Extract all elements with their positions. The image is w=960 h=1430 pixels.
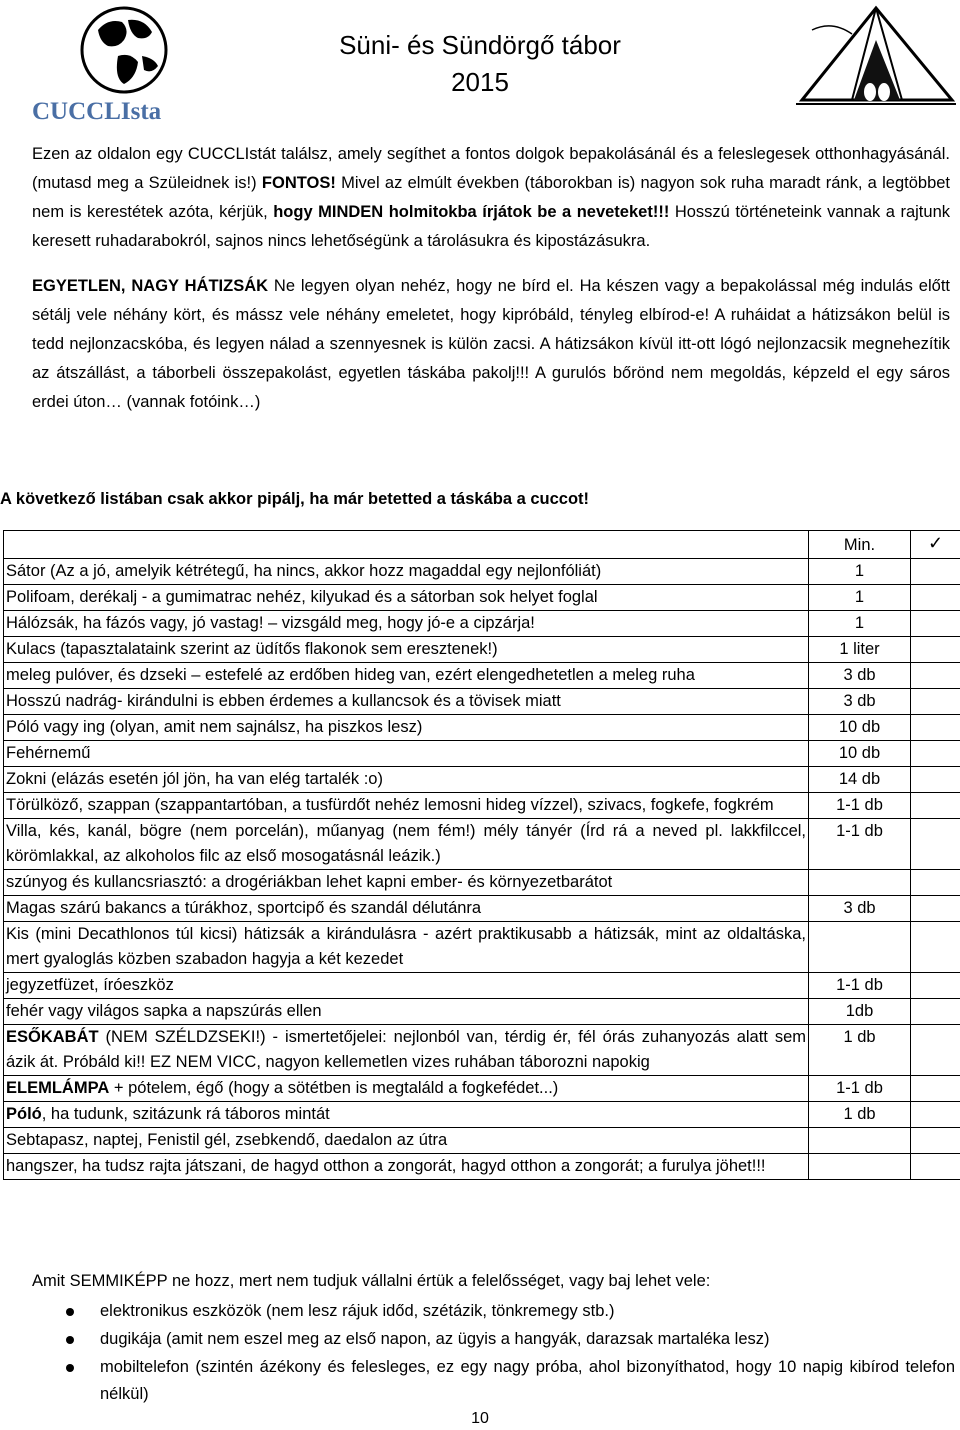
item-description [4, 1076, 809, 1102]
item-check-cell[interactable] [911, 559, 960, 585]
item-check-cell[interactable] [911, 896, 960, 922]
item-text: Sátor (Az a jó, amelyik kétrétegű, ha nincs, akkor hozz magaddal egy nejlonfóliát) [6, 562, 602, 580]
avoid-intro: Amit SEMMIKÉPP ne hozz, mert nem tudjuk vállalni értük a felelősséget, vagy baj lehet vele: [32, 1272, 711, 1290]
avoid-list [60, 1298, 955, 1409]
item-text: , ha tudunk, szitázunk rá táboros mintát [41, 1105, 330, 1123]
header-item-cell [4, 531, 809, 559]
item-quantity: 1 [809, 611, 911, 637]
item-text: (NEM SZÉLDZSEKI!) - ismertetőjelei: nejlonból van, térdig ér, fél órás zuhanyozás alatt sem ázik át. Próbáld ki!! EZ NEM VICC, nagyon kellemetlen vizes ruhában táborozni napokig [6, 1028, 806, 1071]
item-check-cell[interactable] [911, 1076, 960, 1102]
avoid-item [60, 1354, 955, 1408]
item-check-cell[interactable] [911, 973, 960, 999]
avoid-item [60, 1298, 955, 1325]
item-description [4, 793, 809, 819]
item-description [4, 689, 809, 715]
item-description [4, 715, 809, 741]
item-quantity: 3 db [809, 896, 911, 922]
item-check-cell[interactable] [911, 1128, 960, 1154]
table-row [4, 819, 960, 870]
item-text: jegyzetfüzet, íróeszköz [6, 976, 174, 994]
avoid-item-text: elektronikus eszközök (nem lesz rájuk időd, szétázik, tönkremegy stb.) [100, 1302, 615, 1320]
intro-text-a: Ezen az oldalon egy CUCCLIstát találsz, amely segíthet a fontos dolgok bepakolásánál és a feleslegesek otthonhagyásánál. (mutasd meg a Szüleidnek is!) [32, 145, 950, 192]
item-check-cell[interactable] [911, 1102, 960, 1128]
avoid-item-text: dugikája (amit nem eszel meg az első napon, az ügyis a hangyák, darazsak martaléka lesz) [100, 1330, 770, 1348]
table-row [4, 715, 960, 741]
item-text: Kis (mini Decathlonos túl kicsi) hátizsák a kirándulásra - azért praktikusabb a hátizsák, mint az oldaltáska, mert gyaloglás közben szabadon hagyja a két kezedet [6, 925, 806, 968]
item-text: Hosszú nadrág- kirándulni is ebben érdemes a kullancsok és a tövisek miatt [6, 692, 561, 710]
header-min-cell: Min. [809, 531, 911, 559]
table-row [4, 663, 960, 689]
item-quantity: 3 db [809, 689, 911, 715]
backpack-text: Ne legyen olyan nehéz, hogy ne bírd el. Ha készen vagy a bepakolással még indulás előtt sétálj vele néhány kört, és mássz vele néhány emeletet, hogy kipróbáld, tényleg elbírod-e! A ruháidat a hátizsákon belül is tedd nejlonzacskóba, és legyen nálad a szennyesnek is külön zacsi. A hátizsákon kívül itt-ott lógó nejlonzacsik megnehezítik az átszállást, a táborbeli összepakolást, egyetlen táskába pakolj!!! A gurulós bőrönd nem megoldás, képzeld el egy sáros erdei úton… (vannak fotóink…) [32, 277, 950, 411]
item-quantity: 1db [809, 999, 911, 1025]
item-text: Hálózsák, ha fázós vagy, jó vastag! – vizsgáld meg, hogy jó-e a cipzárja! [6, 614, 535, 632]
table-row [4, 999, 960, 1025]
packing-table [3, 530, 960, 1180]
item-emphasis: ESŐKABÁT [6, 1028, 99, 1046]
item-check-cell[interactable] [911, 637, 960, 663]
item-description [4, 922, 809, 973]
camp-year: 2015 [451, 67, 509, 97]
item-check-cell[interactable] [911, 819, 960, 870]
intro-text-c: Mivel az elmúlt években (táborokban is) nagyon sok ruha maradt ránk, a legtöbbet nem is kerestétek azóta, kérjük, [32, 174, 951, 221]
document-title: CUCCLIsta [32, 98, 162, 125]
item-check-cell[interactable] [911, 663, 960, 689]
item-quantity [809, 922, 911, 973]
item-text: Póló vagy ing (olyan, amit nem sajnálsz, ha piszkos lesz) [6, 718, 423, 736]
item-text: Magas szárú bakancs a túrákhoz, sportcipő és szandál délutánra [6, 899, 482, 917]
item-description [4, 767, 809, 793]
item-description [4, 1128, 809, 1154]
item-quantity: 1 [809, 585, 911, 611]
item-check-cell[interactable] [911, 1025, 960, 1076]
table-row [4, 1102, 960, 1128]
item-description [4, 559, 809, 585]
item-description [4, 973, 809, 999]
item-emphasis: ELEMLÁMPA [6, 1079, 110, 1097]
item-quantity [809, 1154, 911, 1180]
intro-text-e: Hosszú történeteink vannak a rajtunk keresett ruhadarabokról, sajnos nincs lehetőségünk a tárolásukra és kipostázásukra. [32, 203, 950, 250]
item-emphasis: Póló [6, 1105, 42, 1123]
checkmark-icon: ✓ [911, 531, 960, 559]
table-row [4, 611, 960, 637]
table-row [4, 689, 960, 715]
item-check-cell[interactable] [911, 611, 960, 637]
item-quantity: 1 [809, 559, 911, 585]
avoid-item-text: mobiltelefon (szintén ázékony és felesleges, ez egy nagy próba, ahol bizonyíthatod, hogy 10 napig kibírod telefon nélkül) [100, 1358, 955, 1403]
item-check-cell[interactable] [911, 715, 960, 741]
checklist-instruction: A következő listában csak akkor pipálj, ha már betetted a táskába a cuccot! [0, 490, 590, 508]
table-row [4, 1154, 960, 1180]
item-description [4, 1025, 809, 1076]
item-text: Sebtapasz, naptej, Fenistil gél, zsebkendő, daedalon az útra [6, 1131, 448, 1149]
item-description [4, 819, 809, 870]
item-text: Fehérnemű [6, 744, 91, 762]
table-header-row [4, 531, 960, 559]
item-text: Villa, kés, kanál, bögre (nem porcelán), műanyag (nem fém!) mély tányér (Írd rá a neved pl. lakkfilccel, körömlakkal, az alkoholos filc az első mosogatásnál leázik.) [6, 822, 806, 865]
table-row [4, 870, 960, 896]
item-check-cell[interactable] [911, 767, 960, 793]
item-description [4, 896, 809, 922]
table-row [4, 1025, 960, 1076]
item-description [4, 1154, 809, 1180]
item-quantity: 1 db [809, 1102, 911, 1128]
backpack-heading: EGYETLEN, NAGY HÁTIZSÁK [32, 277, 269, 295]
table-row [4, 741, 960, 767]
intro-paragraph [32, 140, 950, 417]
item-text: szúnyog és kullancsriasztó: a drogériákban lehet kapni ember- és környezetbarátot [6, 873, 613, 891]
item-quantity: 3 db [809, 663, 911, 689]
item-check-cell[interactable] [911, 870, 960, 896]
table-row [4, 896, 960, 922]
item-check-cell[interactable] [911, 793, 960, 819]
item-quantity [809, 870, 911, 896]
item-quantity: 10 db [809, 741, 911, 767]
item-text: Törülköző, szappan (szappantartóban, a tusfürdőt nehéz lemosni hideg vízzel), szivacs, fogkefe, fogkrém [6, 796, 774, 814]
table-row [4, 559, 960, 585]
avoid-item [60, 1326, 955, 1353]
table-row [4, 1076, 960, 1102]
item-description [4, 1102, 809, 1128]
item-description [4, 585, 809, 611]
item-text: hangszer, ha tudsz rajta játszani, de hagyd otthon a zongorát, hagyd otthon a zongorát; a furulya jöhet!!! [6, 1157, 766, 1175]
item-check-cell[interactable] [911, 999, 960, 1025]
item-text: fehér vagy világos sapka a napszúrás ellen [6, 1002, 322, 1020]
item-quantity: 1-1 db [809, 1076, 911, 1102]
item-quantity: 1-1 db [809, 973, 911, 999]
table-row [4, 767, 960, 793]
item-description [4, 999, 809, 1025]
item-text: + pótelem, égő (hogy a sötétben is megtaláld a fogkefédet...) [109, 1079, 559, 1097]
item-description [4, 611, 809, 637]
item-text: Polifoam, derékalj - a gumimatrac nehéz, kilyukad és a sátorban sok helyet foglal [6, 588, 598, 606]
item-check-cell[interactable] [911, 689, 960, 715]
item-quantity: 1-1 db [809, 793, 911, 819]
bullet-icon [66, 1308, 74, 1316]
item-check-cell[interactable] [911, 922, 960, 973]
item-description [4, 741, 809, 767]
item-quantity: 1-1 db [809, 819, 911, 870]
item-check-cell[interactable] [911, 741, 960, 767]
table-row [4, 922, 960, 973]
table-row [4, 973, 960, 999]
bullet-icon [66, 1336, 74, 1344]
item-description [4, 663, 809, 689]
item-check-cell[interactable] [911, 1154, 960, 1180]
page-number: 10 [471, 1410, 489, 1427]
item-text: Zokni (elázás esetén jól jön, ha van elég tartalék :o) [6, 770, 383, 788]
item-quantity [809, 1128, 911, 1154]
table-row [4, 793, 960, 819]
item-description [4, 870, 809, 896]
item-text: meleg pulóver, és dzseki – estefelé az erdőben hideg van, ezért elengedhetetlen a meleg ruha [6, 666, 695, 684]
camp-title: Süni- és Sündörgő tábor [339, 30, 621, 60]
item-check-cell[interactable] [911, 585, 960, 611]
intro-name-instruction: hogy MINDEN holmitokba írjátok be a neveteket!!! [273, 203, 670, 221]
item-text: Kulacs (tapasztalataink szerint az üdítős flakonok sem eresztenek!) [6, 640, 498, 658]
bullet-icon [66, 1364, 74, 1372]
item-quantity: 1 liter [809, 637, 911, 663]
table-row [4, 1128, 960, 1154]
table-row [4, 585, 960, 611]
table-row [4, 637, 960, 663]
item-quantity: 1 db [809, 1025, 911, 1076]
item-description [4, 637, 809, 663]
item-quantity: 10 db [809, 715, 911, 741]
item-quantity: 14 db [809, 767, 911, 793]
intro-important: FONTOS! [261, 174, 336, 192]
